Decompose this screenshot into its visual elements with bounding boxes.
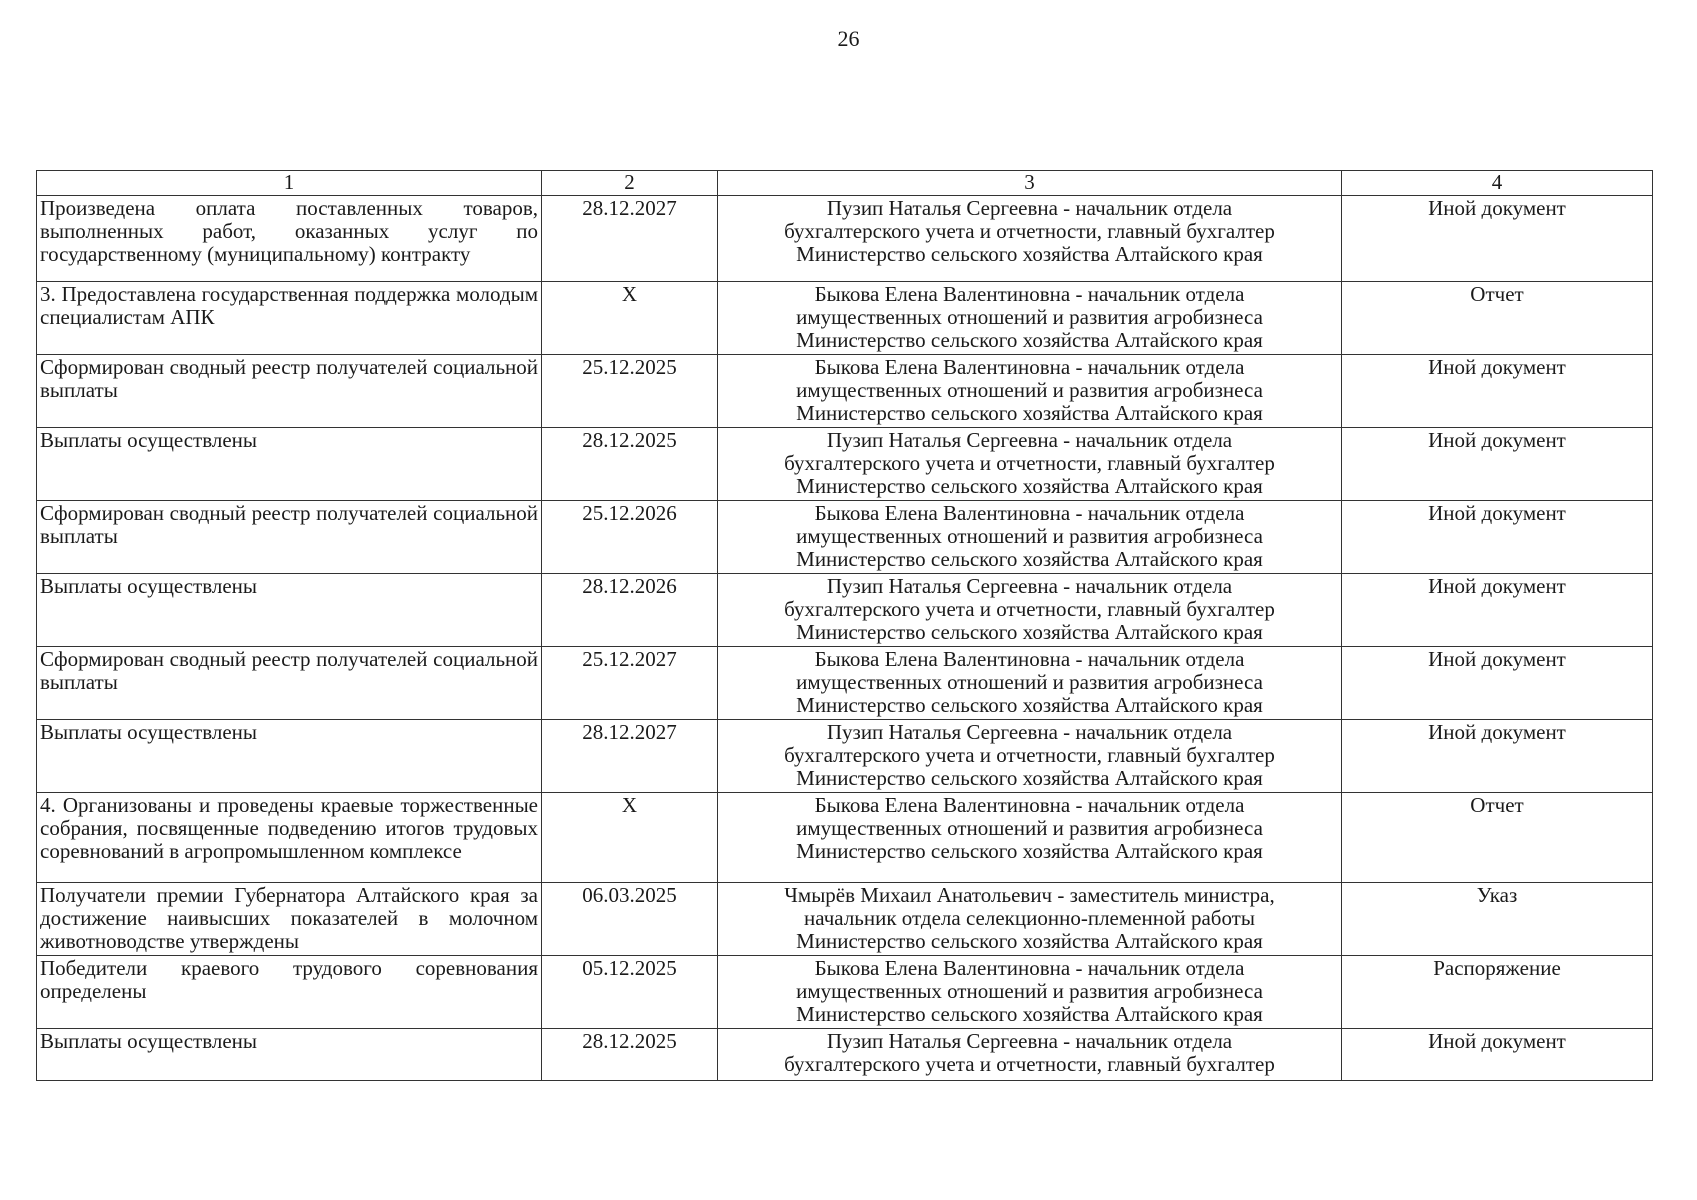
column-header-2: 2: [542, 171, 718, 196]
responsible-line: Министерство сельского хозяйства Алтайского края: [796, 766, 1263, 790]
cell-responsible: [718, 720, 1342, 793]
cell-date: 25.12.2026: [542, 501, 718, 574]
cell-document-type: Иной документ: [1342, 501, 1653, 574]
cell-date: X: [542, 793, 718, 883]
cell-date: 28.12.2025: [542, 1029, 718, 1081]
responsible-line: Министерство сельского хозяйства Алтайского края: [796, 1002, 1263, 1026]
responsible-line: бухгалтерского учета и отчетности, главный бухгалтер: [784, 1052, 1275, 1076]
responsible-line: имущественных отношений и развития агробизнеса: [796, 305, 1263, 329]
cell-description: Выплаты осуществлены: [37, 428, 542, 501]
cell-responsible: [718, 355, 1342, 428]
page-number: 26: [837, 26, 860, 51]
responsible-line: Пузип Наталья Сергеевна - начальник отдела: [826, 428, 1233, 452]
cell-document-type: Отчет: [1342, 793, 1653, 883]
cell-description: Получатели премии Губернатора Алтайского края за достижение наивысших показателей в молочном животноводстве утверждены: [37, 883, 542, 956]
responsible-line: Быкова Елена Валентиновна - начальник отдела: [814, 956, 1245, 980]
cell-date: 28.12.2027: [542, 720, 718, 793]
cell-responsible: [718, 501, 1342, 574]
table-row: [37, 355, 1653, 428]
cell-document-type: Иной документ: [1342, 1029, 1653, 1081]
column-header-4: 4: [1342, 171, 1653, 196]
table-row: [37, 647, 1653, 720]
cell-date: 28.12.2027: [542, 196, 718, 282]
cell-description: Произведена оплата поставленных товаров, выполненных работ, оказанных услуг по государственному (муниципальному) контракту: [37, 196, 542, 282]
table-row: [37, 956, 1653, 1029]
cell-description: Сформирован сводный реестр получателей социальной выплаты: [37, 355, 542, 428]
responsible-line: начальник отдела селекционно-племенной работы: [804, 906, 1255, 930]
responsible-line: Чмырёв Михаил Анатольевич - заместитель министра,: [784, 883, 1275, 907]
responsible-line: Быкова Елена Валентиновна - начальник отдела: [814, 501, 1245, 525]
responsible-line: Пузип Наталья Сергеевна - начальник отдела: [826, 720, 1233, 744]
cell-responsible: [718, 1029, 1342, 1081]
cell-description: Сформирован сводный реестр получателей социальной выплаты: [37, 501, 542, 574]
cell-responsible: [718, 428, 1342, 501]
responsible-line: бухгалтерского учета и отчетности, главный бухгалтер: [784, 743, 1275, 767]
table-row: [37, 720, 1653, 793]
table-row: [37, 282, 1653, 355]
table-body: [37, 196, 1653, 1081]
cell-responsible: [718, 196, 1342, 282]
cell-document-type: Иной документ: [1342, 720, 1653, 793]
responsible-line: имущественных отношений и развития агробизнеса: [796, 524, 1263, 548]
cell-date: X: [542, 282, 718, 355]
cell-responsible: [718, 883, 1342, 956]
table-row: [37, 428, 1653, 501]
cell-description: Выплаты осуществлены: [37, 574, 542, 647]
cell-document-type: Распоряжение: [1342, 956, 1653, 1029]
cell-document-type: Иной документ: [1342, 428, 1653, 501]
responsible-line: имущественных отношений и развития агробизнеса: [796, 816, 1263, 840]
table-header-row: [37, 171, 1653, 196]
cell-responsible: [718, 956, 1342, 1029]
responsible-line: имущественных отношений и развития агробизнеса: [796, 979, 1263, 1003]
table-row: [37, 1029, 1653, 1081]
table-row: [37, 196, 1653, 282]
responsible-line: Быкова Елена Валентиновна - начальник отдела: [814, 355, 1245, 379]
cell-responsible: [718, 793, 1342, 883]
activity-table: [36, 170, 1653, 1081]
responsible-line: Быкова Елена Валентиновна - начальник отдела: [814, 793, 1245, 817]
responsible-line: Быкова Елена Валентиновна - начальник отдела: [814, 647, 1245, 671]
cell-document-type: Указ: [1342, 883, 1653, 956]
table-row: [37, 793, 1653, 883]
responsible-line: имущественных отношений и развития агробизнеса: [796, 670, 1263, 694]
cell-date: 25.12.2027: [542, 647, 718, 720]
table-row: [37, 574, 1653, 647]
table-row: [37, 883, 1653, 956]
cell-date: 25.12.2025: [542, 355, 718, 428]
cell-date: 28.12.2026: [542, 574, 718, 647]
cell-responsible: [718, 647, 1342, 720]
cell-responsible: [718, 282, 1342, 355]
cell-description: 4. Организованы и проведены краевые торжественные собрания, посвященные подведению итогов трудовых соревнований в агропромышленном комплексе: [37, 793, 542, 883]
responsible-line: Министерство сельского хозяйства Алтайского края: [796, 474, 1263, 498]
responsible-line: Министерство сельского хозяйства Алтайского края: [796, 242, 1263, 266]
responsible-line: Министерство сельского хозяйства Алтайского края: [796, 547, 1263, 571]
column-header-1: 1: [37, 171, 542, 196]
cell-responsible: [718, 574, 1342, 647]
cell-date: 28.12.2025: [542, 428, 718, 501]
responsible-line: бухгалтерского учета и отчетности, главный бухгалтер: [784, 219, 1275, 243]
responsible-line: имущественных отношений и развития агробизнеса: [796, 378, 1263, 402]
responsible-line: Пузип Наталья Сергеевна - начальник отдела: [826, 574, 1233, 598]
cell-document-type: Иной документ: [1342, 196, 1653, 282]
cell-description: 3. Предоставлена государственная поддержка молодым специалистам АПК: [37, 282, 542, 355]
cell-document-type: Иной документ: [1342, 647, 1653, 720]
responsible-line: Пузип Наталья Сергеевна - начальник отдела: [826, 196, 1233, 220]
column-header-3: 3: [718, 171, 1342, 196]
cell-date: 06.03.2025: [542, 883, 718, 956]
responsible-line: Министерство сельского хозяйства Алтайского края: [796, 620, 1263, 644]
cell-description: Выплаты осуществлены: [37, 720, 542, 793]
responsible-line: Министерство сельского хозяйства Алтайского края: [796, 839, 1263, 863]
responsible-line: бухгалтерского учета и отчетности, главный бухгалтер: [784, 451, 1275, 475]
cell-description: Победители краевого трудового соревнования определены: [37, 956, 542, 1029]
cell-document-type: Иной документ: [1342, 574, 1653, 647]
responsible-line: Министерство сельского хозяйства Алтайского края: [796, 401, 1263, 425]
cell-document-type: Отчет: [1342, 282, 1653, 355]
cell-date: 05.12.2025: [542, 956, 718, 1029]
responsible-line: Министерство сельского хозяйства Алтайского края: [796, 328, 1263, 352]
responsible-line: Министерство сельского хозяйства Алтайского края: [796, 693, 1263, 717]
cell-description: Сформирован сводный реестр получателей социальной выплаты: [37, 647, 542, 720]
table-row: [37, 501, 1653, 574]
cell-description: Выплаты осуществлены: [37, 1029, 542, 1081]
responsible-line: бухгалтерского учета и отчетности, главный бухгалтер: [784, 597, 1275, 621]
responsible-line: Быкова Елена Валентиновна - начальник отдела: [814, 282, 1245, 306]
cell-document-type: Иной документ: [1342, 355, 1653, 428]
responsible-line: Пузип Наталья Сергеевна - начальник отдела: [826, 1029, 1233, 1053]
responsible-line: Министерство сельского хозяйства Алтайского края: [796, 929, 1263, 953]
